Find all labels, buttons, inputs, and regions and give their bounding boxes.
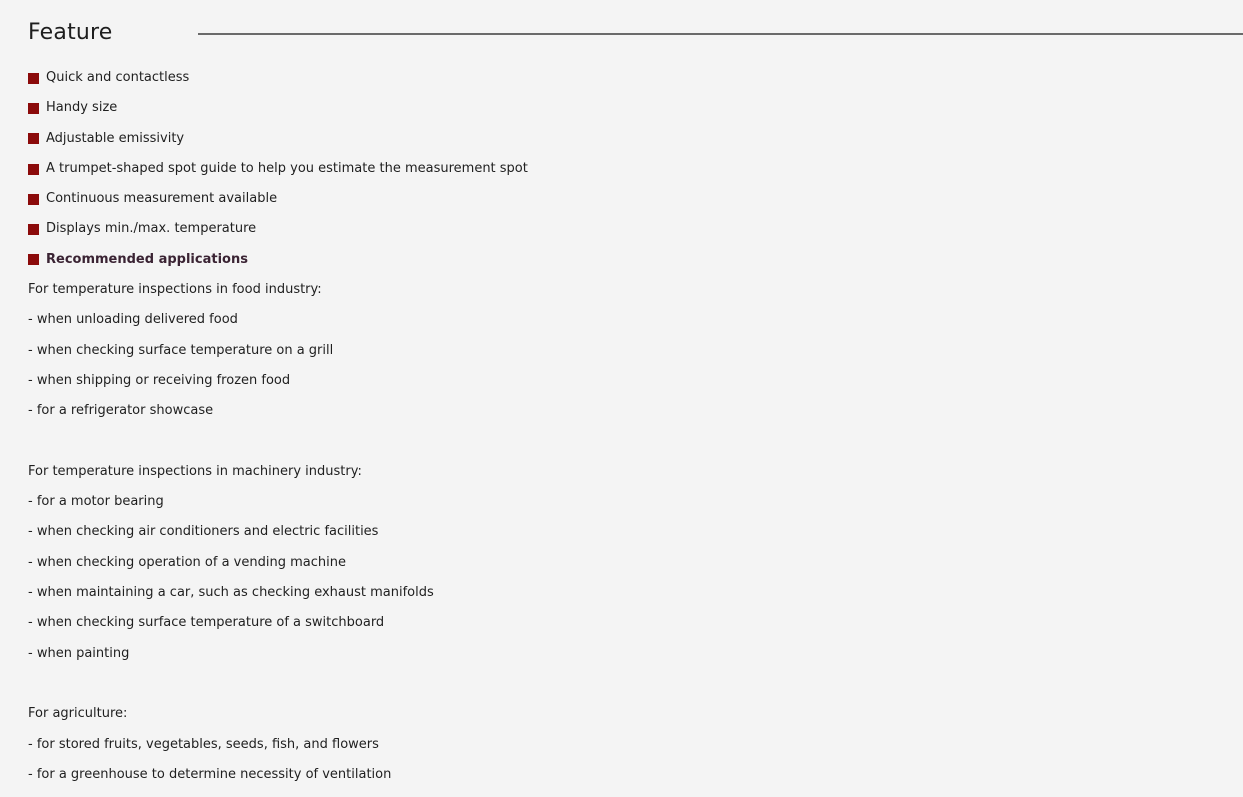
machinery-item: - when maintaining a car, such as checking exhaust manifolds [28,585,434,601]
spacer [28,427,1218,457]
feature-item [28,184,1218,214]
machinery-item: - for a motor bearing [28,494,164,510]
food-intro: For temperature inspections in food industry: [28,282,322,298]
food-item: - when shipping or receiving frozen food [28,372,291,388]
machinery-item: - when checking operation of a vending machine [28,554,346,570]
feature-header [28,18,1243,50]
food-item: - when checking surface temperature on a grill [28,342,334,358]
square-bullet-icon [28,73,39,84]
feature-item-text: Adjustable emissivity [46,130,185,146]
machinery-item: - when checking air conditioners and electric facilities [28,524,379,540]
feature-content [28,63,1218,790]
food-item: - when unloading delivered food [28,312,238,328]
feature-item-text: Continuous measurement available [46,191,278,207]
square-bullet-icon [28,254,39,265]
agriculture-item: - for a greenhouse to determine necessity of ventilation [28,766,392,782]
square-bullet-icon [28,103,39,114]
agriculture-item: - for stored fruits, vegetables, seeds, fish, and flowers [28,736,379,752]
feature-title: Feature [28,20,113,45]
applications-heading-row [28,245,1218,275]
food-item: - for a refrigerator showcase [28,403,214,419]
feature-item-text: Quick and contactless [46,70,190,85]
feature-item-text: Handy size [46,100,118,116]
feature-item [28,214,1218,244]
feature-item-text: Displays min./max. temperature [46,221,257,237]
applications-heading: Recommended applications [46,251,248,267]
machinery-intro: For temperature inspections in machinery industry: [28,463,362,479]
feature-item [28,63,1218,93]
header-divider [198,33,1243,35]
square-bullet-icon [28,194,39,205]
machinery-item: - when painting [28,645,130,661]
square-bullet-icon [28,133,39,144]
feature-item-text: A trumpet-shaped spot guide to help you estimate the measurement spot [46,160,528,176]
spacer [28,669,1218,699]
feature-item [28,124,1218,154]
agriculture-intro: For agriculture: [28,706,128,722]
feature-item [28,93,1218,123]
square-bullet-icon [28,164,39,175]
square-bullet-icon [28,224,39,235]
machinery-item: - when checking surface temperature of a switchboard [28,615,385,631]
feature-item [28,154,1218,184]
